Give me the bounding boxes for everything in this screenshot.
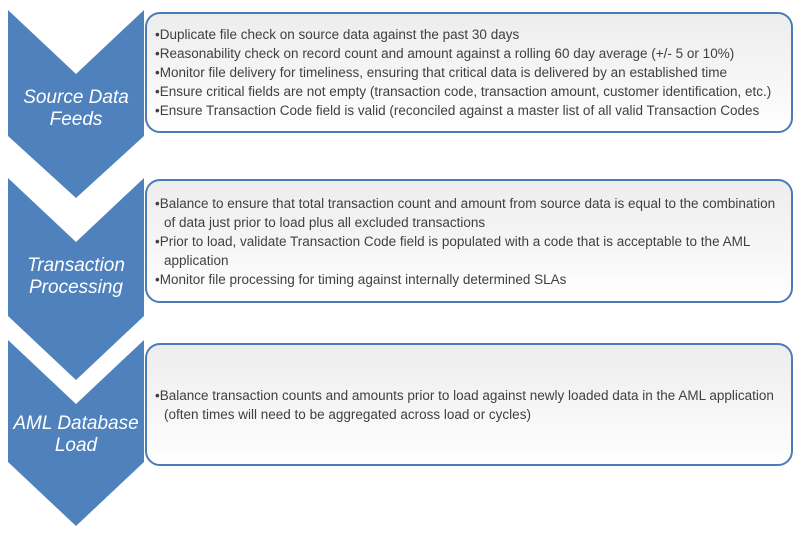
stage-label-transaction-processing: Transaction Processing (27, 255, 125, 298)
bullet-item: • Prior to load, validate Transaction Code field is populated with a code that is acceptable to the AML application (155, 232, 781, 270)
detail-box-transaction-processing (145, 179, 793, 303)
bullet-list-transaction-processing (155, 194, 781, 289)
stage-label-aml-database-load: AML Database Load (13, 413, 139, 456)
bullet-item: • Reasonability check on record count and amount against a rolling 60 day average (+/- 5 or 10%) (155, 44, 781, 63)
bullet-item: • Monitor file delivery for timeliness, ensuring that critical data is delivered by an established time (155, 63, 781, 82)
detail-box-aml-database-load (145, 343, 793, 466)
stage-label-source-data-feeds: Source Data Feeds (23, 87, 129, 130)
bullet-item: • Balance transaction counts and amounts prior to load against newly loaded data in the AML application (often times will need to be aggregated across load or cycles) (155, 386, 781, 424)
bullet-item: • Ensure Transaction Code field is valid (reconciled against a master list of all valid Transaction Codes (155, 101, 781, 120)
bullet-item: • Balance to ensure that total transaction count and amount from source data is equal to the combination of data just prior to load plus all excluded transactions (155, 194, 781, 232)
bullet-item: • Ensure critical fields are not empty (transaction code, transaction amount, customer identification, etc.) (155, 82, 781, 101)
bullet-list-aml-database-load (155, 386, 781, 424)
bullet-list-source-data-feeds (155, 25, 781, 120)
bullet-item: • Duplicate file check on source data against the past 30 days (155, 25, 781, 44)
bullet-item: • Monitor file processing for timing against internally determined SLAs (155, 270, 781, 289)
detail-box-source-data-feeds (145, 12, 793, 133)
